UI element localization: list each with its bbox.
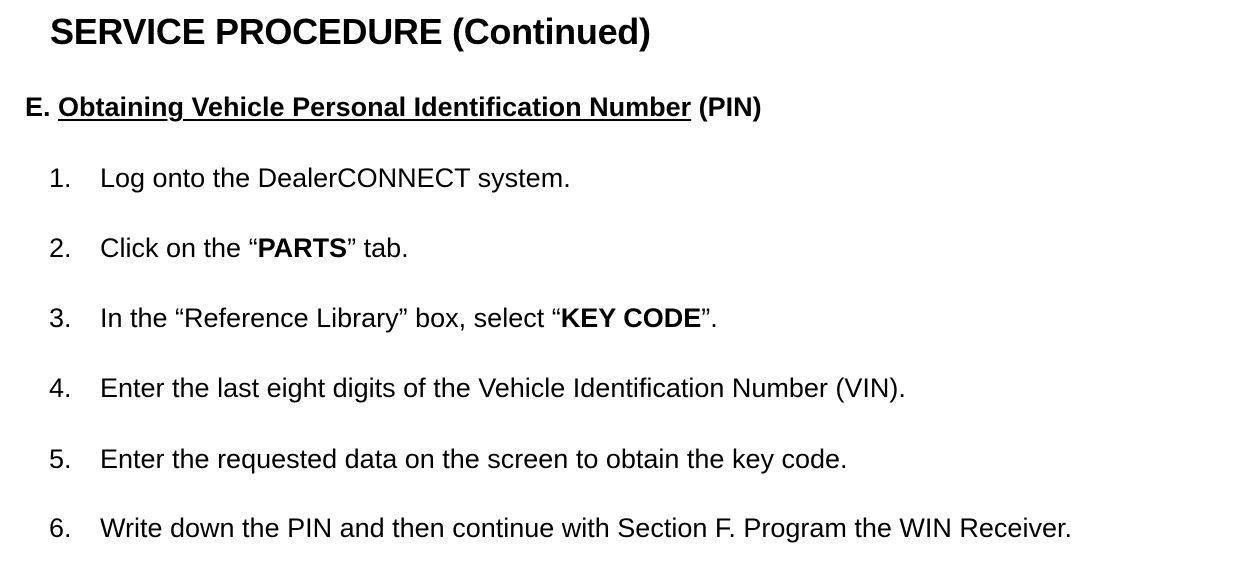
section-title: Obtaining Vehicle Personal Identification Number bbox=[58, 92, 692, 122]
step-number: 5. bbox=[49, 444, 72, 474]
step-text: Enter the last eight digits of the Vehicle Identification Number (VIN). bbox=[100, 373, 906, 403]
step-text: Log onto the DealerCONNECT system. bbox=[100, 163, 571, 193]
step-text-post: ”. bbox=[701, 303, 718, 333]
key-code-option: KEY CODE bbox=[560, 303, 702, 333]
page-title: SERVICE PROCEDURE (Continued) bbox=[50, 11, 651, 52]
step-number: 4. bbox=[49, 373, 72, 403]
parts-tab-name: PARTS bbox=[257, 233, 348, 263]
step-text bbox=[100, 228, 409, 268]
step-text: Write down the PIN and then continue with Section F. Program the WIN Receiver. bbox=[100, 513, 1072, 543]
step-text-pre: In the “Reference Library” box, select “ bbox=[100, 303, 561, 333]
step-number: 6. bbox=[49, 513, 72, 543]
step-number: 1. bbox=[49, 163, 72, 193]
section-heading bbox=[25, 89, 762, 125]
section-letter: E. bbox=[25, 92, 51, 122]
step-text-pre: Click on the “ bbox=[100, 233, 258, 263]
section-suffix: (PIN) bbox=[698, 92, 762, 122]
step-text: Enter the requested data on the screen to obtain the key code. bbox=[100, 444, 848, 474]
step-number: 2. bbox=[49, 233, 72, 263]
step-text-post: ” tab. bbox=[347, 233, 409, 263]
step-text bbox=[100, 298, 718, 338]
step-number: 3. bbox=[49, 303, 72, 333]
